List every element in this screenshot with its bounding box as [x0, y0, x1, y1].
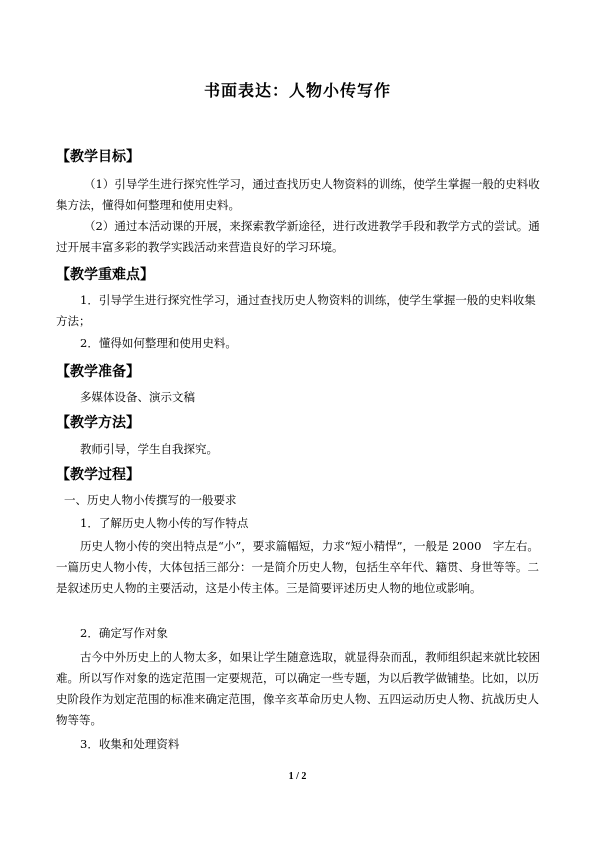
- method-paragraph: 教师引导，学生自我探究。: [80, 442, 218, 456]
- goals-paragraph-2: （2）通过本活动课的开展，来探索教学新途径，进行改进教学手段和教学方式的尝试。通过开展丰富多彩的教学实践活动来营造良好的学习环境。: [56, 219, 540, 254]
- heading-key-points: 【教学重难点】: [56, 267, 154, 283]
- process-item-1-title: 1．了解历史人物小传的写作特点: [80, 516, 249, 530]
- process-item-3-title: 3．收集和处理资料: [80, 737, 180, 751]
- heading-teaching-goals: 【教学目标】: [56, 149, 140, 165]
- process-item-2-text: 古今中外历史上的人物太多，如果让学生随意选取，就显得杂而乱，教师组织起来就比较困难。所以写作对象的选定范围一定要规范，可以确定一些专题，为以后教学做铺垫。比如，以历史阶段作为划定范围的标准来确定范围，像辛亥革命历史人物、五四运动历史人物、抗战历史人物等等。: [56, 650, 540, 727]
- goals-paragraph-1: （1）引导学生进行探究性学习，通过查找历史人物资料的训练，使学生掌握一般的史料收集方法，懂得如何整理和使用史料。: [56, 177, 540, 212]
- process-item-1-text: 历史人物小传的突出特点是“小”，要求篇幅短，力求“短小精悍”，一般是 2000 字左右。一篇历史人物小传，大体包括三部分：一是简介历史人物，包括生卒年代、籍贯、身世等等。二是叙述历史人物的主要活动，这是小传主体。三是简要评述历史人物的地位或影响。: [56, 539, 539, 595]
- page-number: 1 / 2: [288, 771, 307, 782]
- process-section-1-title: 一、历史人物小传撰写的一般要求: [64, 493, 237, 507]
- key-points-paragraph-2: 2．懂得如何整理和使用史料。: [80, 336, 237, 350]
- preparation-paragraph: 多媒体设备、演示文稿: [80, 390, 195, 404]
- key-points-paragraph-1: 1．引导学生进行探究性学习，通过查找历史人物资料的训练，使学生掌握一般的史料收集方法；: [56, 293, 536, 328]
- heading-process: 【教学过程】: [56, 467, 140, 483]
- heading-preparation: 【教学准备】: [56, 364, 140, 380]
- process-item-2-title: 2．确定写作对象: [80, 626, 168, 640]
- page-title: 书面表达：人物小传写作: [203, 81, 391, 100]
- heading-method: 【教学方法】: [56, 415, 140, 431]
